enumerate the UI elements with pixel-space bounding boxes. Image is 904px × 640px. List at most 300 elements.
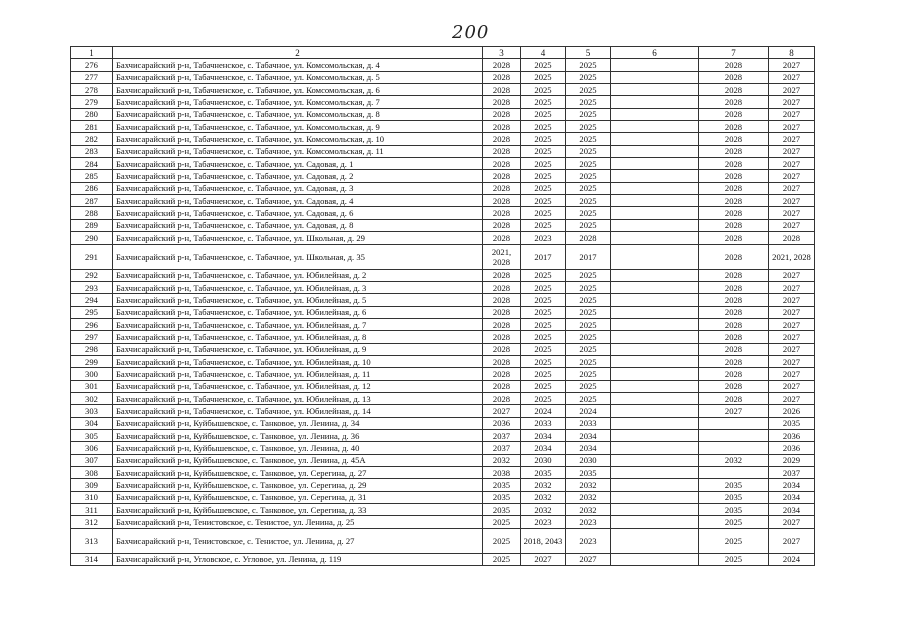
col6-cell (611, 269, 699, 281)
year-col7-cell: 2028 (699, 195, 769, 207)
col6-cell (611, 219, 699, 231)
year-col4-cell: 2032 (521, 479, 566, 491)
year-col5-cell: 2025 (566, 219, 611, 231)
col6-cell (611, 479, 699, 491)
col6-cell (611, 331, 699, 343)
year-col3-cell: 2028 (483, 281, 521, 293)
year-col5-cell: 2032 (566, 491, 611, 503)
address-cell: Бахчисарайский р-н, Куйбышевское, с. Танковое, ул. Серегина, д. 29 (113, 479, 483, 491)
year-col8-cell: 2027 (769, 269, 815, 281)
address-cell: Бахчисарайский р-н, Табачненское, с. Табачное, ул. Юбилейная, д. 14 (113, 405, 483, 417)
year-col8-cell: 2027 (769, 84, 815, 96)
year-col5-cell: 2025 (566, 380, 611, 392)
address-cell: Бахчисарайский р-н, Угловское, с. Угловое, ул. Ленина, д. 119 (113, 553, 483, 565)
year-col3-cell: 2028 (483, 59, 521, 71)
address-cell: Бахчисарайский р-н, Табачненское, с. Табачное, ул. Комсомольская, д. 10 (113, 133, 483, 145)
year-col3-cell: 2028 (483, 121, 521, 133)
row-index-cell: 283 (71, 145, 113, 157)
year-col8-cell: 2027 (769, 368, 815, 380)
year-col4-cell: 2025 (521, 380, 566, 392)
year-col8-cell: 2037 (769, 467, 815, 479)
column-number-row (71, 47, 815, 59)
page-number: 200 (452, 22, 490, 43)
year-col3-cell: 2021, 2028 (483, 244, 521, 269)
year-col8-cell: 2036 (769, 429, 815, 441)
year-col5-cell: 2025 (566, 392, 611, 404)
year-col8-cell: 2029 (769, 454, 815, 466)
row-index-cell: 294 (71, 294, 113, 306)
address-cell: Бахчисарайский р-н, Табачненское, с. Табачное, ул. Юбилейная, д. 2 (113, 269, 483, 281)
address-cell: Бахчисарайский р-н, Табачненское, с. Табачное, ул. Садовая, д. 2 (113, 170, 483, 182)
year-col3-cell: 2035 (483, 479, 521, 491)
year-col7-cell: 2028 (699, 133, 769, 145)
address-cell: Бахчисарайский р-н, Табачненское, с. Табачное, ул. Садовая, д. 3 (113, 182, 483, 194)
year-col3-cell: 2028 (483, 170, 521, 182)
year-col8-cell: 2034 (769, 504, 815, 516)
year-col4-cell: 2025 (521, 108, 566, 120)
table-row (71, 553, 815, 565)
year-col7-cell: 2028 (699, 96, 769, 108)
year-col8-cell: 2027 (769, 71, 815, 83)
col6-cell (611, 108, 699, 120)
year-col7-cell: 2035 (699, 504, 769, 516)
address-cell: Бахчисарайский р-н, Табачненское, с. Табачное, ул. Комсомольская, д. 7 (113, 96, 483, 108)
table-row (71, 392, 815, 404)
year-col4-cell: 2025 (521, 84, 566, 96)
year-col7-cell: 2028 (699, 380, 769, 392)
column-header: 4 (521, 47, 566, 59)
year-col5-cell: 2017 (566, 244, 611, 269)
address-cell: Бахчисарайский р-н, Табачненское, с. Табачное, ул. Садовая, д. 8 (113, 219, 483, 231)
year-col4-cell: 2025 (521, 355, 566, 367)
address-cell: Бахчисарайский р-н, Куйбышевское, с. Танковое, ул. Серегина, д. 31 (113, 491, 483, 503)
year-col3-cell: 2028 (483, 84, 521, 96)
table-row (71, 121, 815, 133)
row-index-cell: 298 (71, 343, 113, 355)
table-row (71, 244, 815, 269)
year-col8-cell: 2027 (769, 158, 815, 170)
table-row (71, 133, 815, 145)
year-col8-cell: 2027 (769, 294, 815, 306)
year-col5-cell: 2025 (566, 343, 611, 355)
col6-cell (611, 84, 699, 96)
row-index-cell: 289 (71, 219, 113, 231)
year-col7-cell: 2028 (699, 355, 769, 367)
row-index-cell: 314 (71, 553, 113, 565)
col6-cell (611, 195, 699, 207)
column-header: 5 (566, 47, 611, 59)
year-col7-cell (699, 429, 769, 441)
address-cell: Бахчисарайский р-н, Куйбышевское, с. Танковое, ул. Ленина, д. 34 (113, 417, 483, 429)
year-col8-cell: 2027 (769, 331, 815, 343)
row-index-cell: 277 (71, 71, 113, 83)
col6-cell (611, 281, 699, 293)
year-col4-cell: 2025 (521, 158, 566, 170)
year-col5-cell: 2025 (566, 84, 611, 96)
row-index-cell: 284 (71, 158, 113, 170)
year-col7-cell: 2028 (699, 219, 769, 231)
year-col3-cell: 2028 (483, 294, 521, 306)
address-cell: Бахчисарайский р-н, Тенистовское, с. Тенистое, ул. Ленина, д. 27 (113, 528, 483, 553)
address-cell: Бахчисарайский р-н, Табачненское, с. Табачное, ул. Юбилейная, д. 10 (113, 355, 483, 367)
address-cell: Бахчисарайский р-н, Табачненское, с. Табачное, ул. Комсомольская, д. 9 (113, 121, 483, 133)
col6-cell (611, 170, 699, 182)
year-col5-cell: 2025 (566, 145, 611, 157)
year-col8-cell: 2027 (769, 318, 815, 330)
table-row (71, 281, 815, 293)
table-row (71, 294, 815, 306)
row-index-cell: 281 (71, 121, 113, 133)
year-col8-cell: 2027 (769, 207, 815, 219)
address-cell: Бахчисарайский р-н, Табачненское, с. Табачное, ул. Комсомольская, д. 11 (113, 145, 483, 157)
col6-cell (611, 343, 699, 355)
row-index-cell: 279 (71, 96, 113, 108)
address-cell: Бахчисарайский р-н, Табачненское, с. Табачное, ул. Комсомольская, д. 6 (113, 84, 483, 96)
year-col7-cell: 2028 (699, 158, 769, 170)
year-col4-cell: 2025 (521, 294, 566, 306)
column-header: 8 (769, 47, 815, 59)
year-col7-cell: 2028 (699, 170, 769, 182)
row-index-cell: 302 (71, 392, 113, 404)
table-row (71, 232, 815, 244)
year-col7-cell (699, 467, 769, 479)
col6-cell (611, 294, 699, 306)
address-cell: Бахчисарайский р-н, Табачненское, с. Табачное, ул. Школьная, д. 29 (113, 232, 483, 244)
year-col5-cell: 2035 (566, 467, 611, 479)
table-row (71, 368, 815, 380)
year-col8-cell: 2027 (769, 281, 815, 293)
year-col4-cell: 2033 (521, 417, 566, 429)
year-col3-cell: 2035 (483, 504, 521, 516)
year-col8-cell: 2027 (769, 380, 815, 392)
year-col8-cell: 2027 (769, 355, 815, 367)
address-cell: Бахчисарайский р-н, Тенистовское, с. Тенистое, ул. Ленина, д. 25 (113, 516, 483, 528)
year-col7-cell: 2028 (699, 281, 769, 293)
col6-cell (611, 467, 699, 479)
year-col3-cell: 2027 (483, 405, 521, 417)
year-col7-cell: 2025 (699, 553, 769, 565)
row-index-cell: 303 (71, 405, 113, 417)
row-index-cell: 287 (71, 195, 113, 207)
address-cell: Бахчисарайский р-н, Табачненское, с. Табачное, ул. Юбилейная, д. 13 (113, 392, 483, 404)
address-cell: Бахчисарайский р-н, Куйбышевское, с. Танковое, ул. Ленина, д. 36 (113, 429, 483, 441)
column-header: 2 (113, 47, 483, 59)
year-col3-cell: 2028 (483, 158, 521, 170)
col6-cell (611, 417, 699, 429)
col6-cell (611, 145, 699, 157)
year-col8-cell: 2027 (769, 59, 815, 71)
year-col3-cell: 2028 (483, 96, 521, 108)
col6-cell (611, 392, 699, 404)
year-col8-cell: 2027 (769, 219, 815, 231)
year-col4-cell: 2025 (521, 281, 566, 293)
table-row (71, 504, 815, 516)
year-col7-cell (699, 417, 769, 429)
col6-cell (611, 207, 699, 219)
year-col7-cell: 2028 (699, 59, 769, 71)
year-col3-cell: 2025 (483, 528, 521, 553)
row-index-cell: 313 (71, 528, 113, 553)
col6-cell (611, 355, 699, 367)
table-row (71, 343, 815, 355)
year-col3-cell: 2028 (483, 392, 521, 404)
year-col8-cell: 2026 (769, 405, 815, 417)
table-row (71, 479, 815, 491)
year-col3-cell: 2028 (483, 306, 521, 318)
row-index-cell: 293 (71, 281, 113, 293)
year-col3-cell: 2028 (483, 207, 521, 219)
year-col5-cell: 2034 (566, 429, 611, 441)
year-col8-cell: 2027 (769, 392, 815, 404)
year-col7-cell: 2025 (699, 528, 769, 553)
address-cell: Бахчисарайский р-н, Табачненское, с. Табачное, ул. Садовая, д. 4 (113, 195, 483, 207)
year-col8-cell: 2028 (769, 232, 815, 244)
year-col8-cell: 2027 (769, 516, 815, 528)
table-row (71, 331, 815, 343)
year-col8-cell: 2027 (769, 528, 815, 553)
year-col5-cell: 2032 (566, 504, 611, 516)
year-col8-cell: 2027 (769, 145, 815, 157)
year-col8-cell: 2027 (769, 96, 815, 108)
year-col7-cell: 2028 (699, 306, 769, 318)
address-cell: Бахчисарайский р-н, Табачненское, с. Табачное, ул. Комсомольская, д. 8 (113, 108, 483, 120)
year-col5-cell: 2025 (566, 182, 611, 194)
year-col3-cell: 2028 (483, 195, 521, 207)
year-col3-cell: 2032 (483, 454, 521, 466)
row-index-cell: 282 (71, 133, 113, 145)
year-col5-cell: 2025 (566, 121, 611, 133)
year-col5-cell: 2025 (566, 207, 611, 219)
year-col5-cell: 2025 (566, 170, 611, 182)
year-col4-cell: 2025 (521, 392, 566, 404)
year-col4-cell: 2035 (521, 467, 566, 479)
year-col3-cell: 2028 (483, 108, 521, 120)
year-col7-cell: 2028 (699, 269, 769, 281)
table-row (71, 71, 815, 83)
col6-cell (611, 59, 699, 71)
row-index-cell: 308 (71, 467, 113, 479)
year-col5-cell: 2028 (566, 232, 611, 244)
year-col3-cell: 2028 (483, 145, 521, 157)
address-cell: Бахчисарайский р-н, Табачненское, с. Табачное, ул. Комсомольская, д. 4 (113, 59, 483, 71)
col6-cell (611, 380, 699, 392)
year-col5-cell: 2025 (566, 71, 611, 83)
year-col3-cell: 2028 (483, 232, 521, 244)
year-col3-cell: 2028 (483, 380, 521, 392)
year-col4-cell: 2034 (521, 429, 566, 441)
year-col5-cell: 2030 (566, 454, 611, 466)
row-index-cell: 306 (71, 442, 113, 454)
year-col7-cell: 2028 (699, 368, 769, 380)
year-col8-cell: 2027 (769, 195, 815, 207)
col6-cell (611, 429, 699, 441)
year-col7-cell: 2028 (699, 331, 769, 343)
year-col4-cell: 2017 (521, 244, 566, 269)
year-col7-cell: 2028 (699, 108, 769, 120)
table-row (71, 306, 815, 318)
year-col5-cell: 2027 (566, 553, 611, 565)
year-col4-cell: 2032 (521, 504, 566, 516)
address-cell: Бахчисарайский р-н, Табачненское, с. Табачное, ул. Садовая, д. 1 (113, 158, 483, 170)
row-index-cell: 304 (71, 417, 113, 429)
table-row (71, 182, 815, 194)
table-row (71, 355, 815, 367)
year-col4-cell: 2025 (521, 145, 566, 157)
year-col4-cell: 2025 (521, 59, 566, 71)
col6-cell (611, 516, 699, 528)
year-col7-cell: 2028 (699, 232, 769, 244)
year-col4-cell: 2025 (521, 318, 566, 330)
row-index-cell: 309 (71, 479, 113, 491)
year-col3-cell: 2035 (483, 491, 521, 503)
col6-cell (611, 553, 699, 565)
col6-cell (611, 133, 699, 145)
year-col3-cell: 2028 (483, 71, 521, 83)
col6-cell (611, 491, 699, 503)
col6-cell (611, 442, 699, 454)
year-col5-cell: 2025 (566, 294, 611, 306)
year-col4-cell: 2025 (521, 219, 566, 231)
col6-cell (611, 528, 699, 553)
row-index-cell: 280 (71, 108, 113, 120)
year-col7-cell: 2035 (699, 491, 769, 503)
year-col7-cell: 2028 (699, 182, 769, 194)
year-col5-cell: 2025 (566, 108, 611, 120)
row-index-cell: 299 (71, 355, 113, 367)
year-col4-cell: 2025 (521, 207, 566, 219)
year-col4-cell: 2025 (521, 133, 566, 145)
year-col8-cell: 2027 (769, 133, 815, 145)
year-col8-cell: 2021, 2028 (769, 244, 815, 269)
row-index-cell: 301 (71, 380, 113, 392)
row-index-cell: 310 (71, 491, 113, 503)
col6-cell (611, 158, 699, 170)
table-row (71, 96, 815, 108)
year-col4-cell: 2024 (521, 405, 566, 417)
column-header: 7 (699, 47, 769, 59)
year-col8-cell: 2027 (769, 182, 815, 194)
year-col3-cell: 2037 (483, 429, 521, 441)
year-col7-cell: 2027 (699, 405, 769, 417)
year-col4-cell: 2025 (521, 170, 566, 182)
col6-cell (611, 232, 699, 244)
year-col4-cell: 2023 (521, 232, 566, 244)
year-col4-cell: 2025 (521, 368, 566, 380)
table-row (71, 318, 815, 330)
col6-cell (611, 368, 699, 380)
table-body (71, 59, 815, 566)
year-col5-cell: 2025 (566, 368, 611, 380)
row-index-cell: 288 (71, 207, 113, 219)
row-index-cell: 278 (71, 84, 113, 96)
address-cell: Бахчисарайский р-н, Табачненское, с. Табачное, ул. Юбилейная, д. 6 (113, 306, 483, 318)
year-col8-cell: 2036 (769, 442, 815, 454)
address-cell: Бахчисарайский р-н, Табачненское, с. Табачное, ул. Юбилейная, д. 11 (113, 368, 483, 380)
table-row (71, 59, 815, 71)
year-col8-cell: 2027 (769, 108, 815, 120)
col6-cell (611, 96, 699, 108)
year-col5-cell: 2025 (566, 96, 611, 108)
table-row (71, 491, 815, 503)
table-row (71, 516, 815, 528)
year-col5-cell: 2024 (566, 405, 611, 417)
year-col7-cell (699, 442, 769, 454)
col6-cell (611, 306, 699, 318)
row-index-cell: 286 (71, 182, 113, 194)
table-row (71, 195, 815, 207)
year-col7-cell: 2025 (699, 516, 769, 528)
column-header: 3 (483, 47, 521, 59)
year-col4-cell: 2025 (521, 331, 566, 343)
table-row (71, 442, 815, 454)
row-index-cell: 300 (71, 368, 113, 380)
year-col4-cell: 2025 (521, 96, 566, 108)
year-col4-cell: 2025 (521, 306, 566, 318)
year-col4-cell: 2025 (521, 195, 566, 207)
row-index-cell: 312 (71, 516, 113, 528)
year-col4-cell: 2025 (521, 182, 566, 194)
year-col5-cell: 2025 (566, 331, 611, 343)
address-cell: Бахчисарайский р-н, Табачненское, с. Табачное, ул. Юбилейная, д. 3 (113, 281, 483, 293)
row-index-cell: 307 (71, 454, 113, 466)
address-cell: Бахчисарайский р-н, Табачненское, с. Табачное, ул. Юбилейная, д. 5 (113, 294, 483, 306)
year-col4-cell: 2025 (521, 71, 566, 83)
year-col7-cell: 2028 (699, 392, 769, 404)
year-col8-cell: 2027 (769, 343, 815, 355)
year-col3-cell: 2028 (483, 368, 521, 380)
address-cell: Бахчисарайский р-н, Табачненское, с. Табачное, ул. Юбилейная, д. 7 (113, 318, 483, 330)
year-col5-cell: 2025 (566, 281, 611, 293)
year-col4-cell: 2023 (521, 516, 566, 528)
year-col7-cell: 2028 (699, 121, 769, 133)
year-col3-cell: 2028 (483, 133, 521, 145)
year-col5-cell: 2025 (566, 59, 611, 71)
year-col8-cell: 2024 (769, 553, 815, 565)
year-col4-cell: 2025 (521, 121, 566, 133)
year-col3-cell: 2028 (483, 219, 521, 231)
year-col3-cell: 2028 (483, 343, 521, 355)
address-cell: Бахчисарайский р-н, Куйбышевское, с. Танковое, ул. Серегина, д. 27 (113, 467, 483, 479)
year-col8-cell: 2034 (769, 491, 815, 503)
col6-cell (611, 121, 699, 133)
table-row (71, 219, 815, 231)
year-col7-cell: 2032 (699, 454, 769, 466)
address-cell: Бахчисарайский р-н, Табачненское, с. Табачное, ул. Школьная, д. 35 (113, 244, 483, 269)
col6-cell (611, 405, 699, 417)
table-row (71, 170, 815, 182)
row-index-cell: 305 (71, 429, 113, 441)
year-col5-cell: 2025 (566, 355, 611, 367)
year-col7-cell: 2028 (699, 145, 769, 157)
year-col5-cell: 2023 (566, 528, 611, 553)
year-col4-cell: 2018, 2043 (521, 528, 566, 553)
year-col7-cell: 2028 (699, 84, 769, 96)
address-cell: Бахчисарайский р-н, Табачненское, с. Табачное, ул. Юбилейная, д. 8 (113, 331, 483, 343)
table-row (71, 528, 815, 553)
row-index-cell: 291 (71, 244, 113, 269)
table-row (71, 380, 815, 392)
address-cell: Бахчисарайский р-н, Табачненское, с. Табачное, ул. Садовая, д. 6 (113, 207, 483, 219)
year-col7-cell: 2035 (699, 479, 769, 491)
year-col4-cell: 2027 (521, 553, 566, 565)
col6-cell (611, 182, 699, 194)
year-col5-cell: 2025 (566, 269, 611, 281)
year-col4-cell: 2034 (521, 442, 566, 454)
year-col5-cell: 2025 (566, 306, 611, 318)
year-col3-cell: 2028 (483, 269, 521, 281)
col6-cell (611, 71, 699, 83)
year-col8-cell: 2027 (769, 121, 815, 133)
